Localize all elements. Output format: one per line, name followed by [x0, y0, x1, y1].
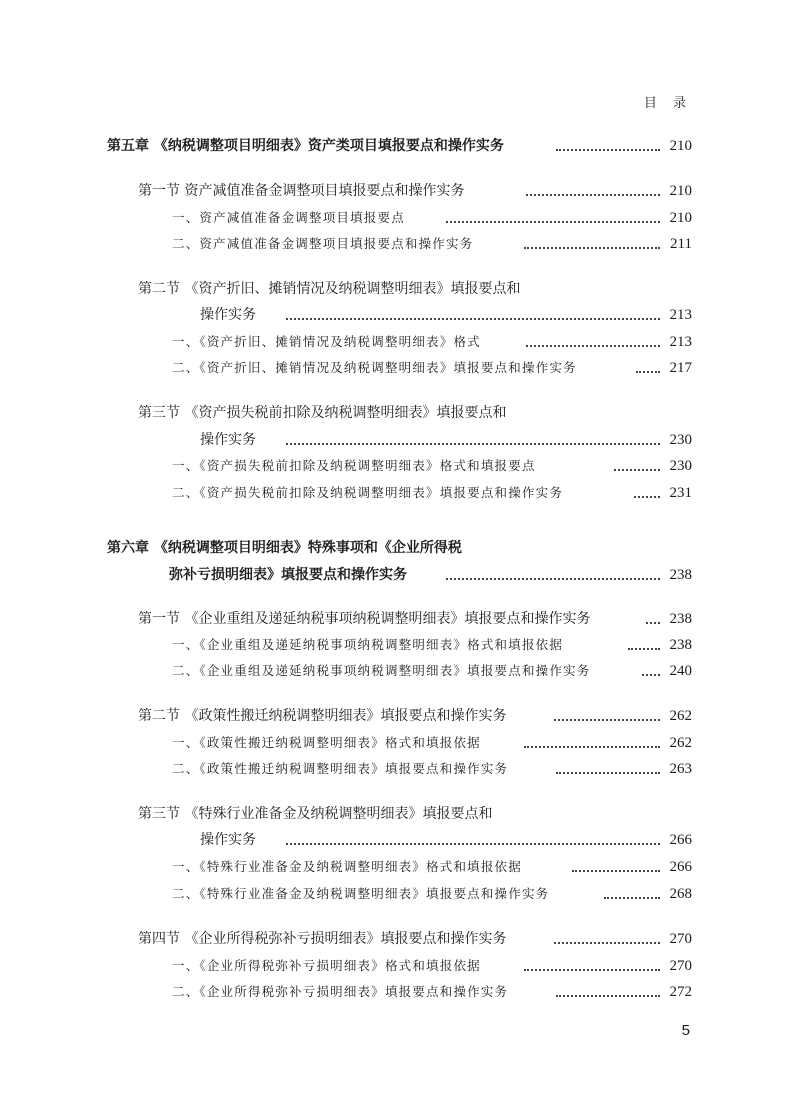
- dot-leader: [554, 709, 660, 721]
- dot-leader: [286, 308, 660, 320]
- section-title-line2: 操作实务: [200, 832, 256, 848]
- page-ref: 270: [669, 931, 692, 947]
- item-title: 二、《政策性搬迁纳税调整明细表》填报要点和操作实务: [172, 761, 509, 776]
- item-title: 一、《企业重组及递延纳税事项纳税调整明细表》格式和填报依据: [172, 637, 564, 652]
- page-ref: 210: [669, 183, 692, 199]
- toc-entry-item[interactable]: [0, 955, 800, 977]
- page-ref: 238: [669, 611, 692, 627]
- dot-leader: [636, 361, 660, 373]
- item-title: 二、《企业重组及递延纳税事项纳税调整明细表》填报要点和操作实务: [172, 663, 591, 678]
- dot-leader: [524, 237, 660, 249]
- dot-leader: [556, 985, 660, 997]
- section-title-line2: 操作实务: [200, 432, 256, 448]
- dot-leader: [286, 433, 660, 445]
- toc-entry-item[interactable]: [0, 331, 800, 353]
- section-title-line1: 第二节 《资产折旧、摊销情况及纳税调整明细表》填报要点和: [138, 281, 521, 297]
- toc-entry-section[interactable]: [0, 402, 800, 424]
- toc-entry-section[interactable]: [0, 705, 800, 727]
- toc-entry-section[interactable]: [0, 928, 800, 950]
- toc-entry-item[interactable]: [0, 883, 800, 905]
- page-ref: 270: [669, 958, 692, 974]
- dot-leader: [642, 664, 660, 676]
- item-title: 一、《企业所得税弥补亏损明细表》格式和填报依据: [172, 958, 481, 973]
- page-ref: 230: [669, 458, 692, 474]
- section-title: 第二节 《政策性搬迁纳税调整明细表》填报要点和操作实务: [138, 708, 507, 724]
- page-ref: 213: [669, 307, 692, 323]
- dot-leader: [634, 486, 660, 498]
- page-ref: 262: [669, 735, 692, 751]
- page-ref: 238: [669, 637, 692, 653]
- toc-entry-item[interactable]: [0, 856, 800, 878]
- chapter-title-line2: 弥补亏损明细表》填报要点和操作实务: [169, 567, 407, 583]
- toc-entry-item[interactable]: [0, 981, 800, 1003]
- dot-leader: [526, 335, 660, 347]
- page-ref: 210: [669, 138, 692, 154]
- chapter-title: 第五章 《纳税调整项目明细表》资产类项目填报要点和操作实务: [107, 138, 504, 154]
- dot-leader: [446, 568, 660, 580]
- page-number: 5: [681, 1022, 690, 1039]
- dot-leader: [604, 887, 660, 899]
- page-ref: 266: [669, 859, 692, 875]
- section-title-line1: 第三节 《特殊行业准备金及纳税调整明细表》填报要点和: [138, 806, 493, 822]
- dot-leader: [646, 612, 660, 624]
- dot-leader: [556, 762, 660, 774]
- page-ref: 230: [669, 432, 692, 448]
- dot-leader: [446, 211, 660, 223]
- page-ref: 268: [669, 886, 692, 902]
- item-title: 二、《资产损失税前扣除及纳税调整明细表》填报要点和操作实务: [172, 485, 564, 500]
- page-ref: 262: [669, 708, 692, 724]
- section-title-line1: 第三节 《资产损失税前扣除及纳税调整明细表》填报要点和: [138, 405, 507, 421]
- item-title: 二、《特殊行业准备金及纳税调整明细表》填报要点和操作实务: [172, 886, 550, 901]
- toc-entry-item[interactable]: [0, 758, 800, 780]
- toc-entry-chapter[interactable]: [0, 135, 800, 157]
- dot-leader: [628, 638, 660, 650]
- page-ref: 263: [669, 761, 692, 777]
- page-ref: 266: [669, 832, 692, 848]
- item-title: 一、《资产损失税前扣除及纳税调整明细表》格式和填报要点: [172, 458, 536, 473]
- page-ref: 213: [669, 334, 692, 350]
- toc-entry-section[interactable]: [0, 608, 800, 630]
- toc-entry-item[interactable]: [0, 455, 800, 477]
- toc-entry-section[interactable]: [0, 180, 800, 202]
- page-ref: 217: [669, 360, 692, 376]
- item-title: 一、《特殊行业准备金及纳税调整明细表》格式和填报依据: [172, 859, 522, 874]
- page-ref: 238: [669, 567, 692, 583]
- toc-entry-item[interactable]: [0, 634, 800, 656]
- dot-leader: [524, 736, 660, 748]
- item-title: 二、《资产折旧、摊销情况及纳税调整明细表》填报要点和操作实务: [172, 360, 577, 375]
- toc-entry-section-cont[interactable]: [0, 429, 800, 451]
- toc-entry-item[interactable]: [0, 357, 800, 379]
- item-title: 二、资产减值准备金调整项目填报要点和操作实务: [172, 236, 474, 251]
- toc-entry-chapter[interactable]: [0, 537, 800, 559]
- section-title: 第一节 资产减值准备金调整项目填报要点和操作实务: [138, 183, 465, 199]
- running-head: 目 录: [643, 96, 692, 111]
- section-title: 第一节 《企业重组及递延纳税事项纳税调整明细表》填报要点和操作实务: [138, 611, 591, 627]
- dot-leader: [526, 184, 660, 196]
- toc-entry-section[interactable]: [0, 803, 800, 825]
- dot-leader: [556, 139, 660, 151]
- section-title: 第四节 《企业所得税弥补亏损明细表》填报要点和操作实务: [138, 931, 507, 947]
- toc-entry-section-cont[interactable]: [0, 304, 800, 326]
- page-ref: 210: [669, 210, 692, 226]
- toc-entry-item[interactable]: [0, 233, 800, 255]
- section-title-line2: 操作实务: [200, 307, 256, 323]
- toc-entry-item[interactable]: [0, 660, 800, 682]
- page-ref: 272: [669, 984, 692, 1000]
- toc-entry-section-cont[interactable]: [0, 829, 800, 851]
- item-title: 二、《企业所得税弥补亏损明细表》填报要点和操作实务: [172, 984, 509, 999]
- item-title: 一、资产减值准备金调整项目填报要点: [172, 210, 405, 225]
- toc-entry-section[interactable]: [0, 278, 800, 300]
- toc-entry-chapter-cont[interactable]: [0, 564, 800, 586]
- dot-leader: [524, 959, 660, 971]
- chapter-title-line1: 第六章 《纳税调整项目明细表》特殊事项和《企业所得税: [107, 540, 462, 556]
- item-title: 一、《资产折旧、摊销情况及纳税调整明细表》格式: [172, 334, 481, 349]
- dot-leader: [554, 932, 660, 944]
- dot-leader: [572, 860, 660, 872]
- item-title: 一、《政策性搬迁纳税调整明细表》格式和填报依据: [172, 735, 481, 750]
- toc-entry-item[interactable]: [0, 732, 800, 754]
- toc-entry-item[interactable]: [0, 482, 800, 504]
- page-ref: 240: [669, 663, 692, 679]
- toc-entry-item[interactable]: [0, 207, 800, 229]
- dot-leader: [286, 833, 660, 845]
- page-ref: 231: [669, 485, 692, 501]
- dot-leader: [614, 459, 660, 471]
- page-ref: 211: [670, 236, 692, 252]
